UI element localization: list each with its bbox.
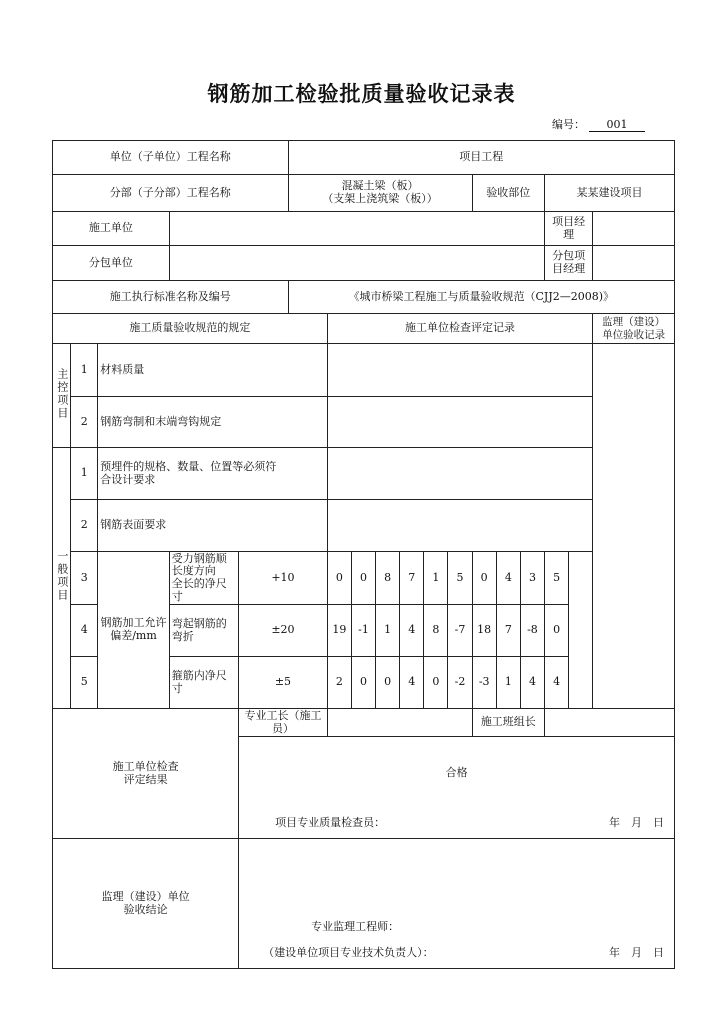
tolerance-row-3-item-line2: 全长的净尺寸 <box>171 577 227 603</box>
measure-cell[interactable]: 4 <box>400 657 424 709</box>
measure-cell[interactable]: 1 <box>376 605 400 657</box>
team-leader-value[interactable] <box>545 709 675 737</box>
general-item-1-line2: 合设计要求 <box>100 472 156 486</box>
main-item-1-text: 材料质量 <box>98 344 327 397</box>
measure-cell[interactable]: 0 <box>472 552 496 605</box>
measure-cell[interactable]: -3 <box>472 657 496 709</box>
subdivision-value-line2: （支架上浇筑梁（板）） <box>322 192 438 205</box>
general-item-2-record[interactable] <box>327 500 593 552</box>
main-item-2-no: 2 <box>71 397 98 448</box>
supervisor-date-label: 年 月 日 <box>609 946 664 959</box>
measure-cell[interactable]: 4 <box>496 552 520 605</box>
sub-project-manager-value[interactable] <box>593 246 675 281</box>
supervisor-result-label <box>53 839 239 969</box>
main-item-1-no: 1 <box>71 344 98 397</box>
supervisor-record-cell[interactable] <box>593 344 675 709</box>
project-manager-label: 项目经理 <box>545 212 593 246</box>
subdivision-label: 分部（子分部）工程名称 <box>53 175 289 212</box>
tolerance-row-4-limit: ±20 <box>239 605 328 657</box>
team-leader-label: 施工班组长 <box>472 709 544 737</box>
general-item-1-no: 1 <box>71 448 98 500</box>
measure-cell[interactable]: 0 <box>424 657 448 709</box>
measure-cell[interactable]: -1 <box>351 605 375 657</box>
general-item-1-line1: 预埋件的规格、数量、位置等必须符 <box>100 459 277 473</box>
measure-cell[interactable]: 8 <box>376 552 400 605</box>
measure-cell[interactable]: 0 <box>351 552 375 605</box>
owner-technical-lead-label: （建设单位项目专业技术负责人）： <box>263 946 434 959</box>
unit-value[interactable]: 项目工程 <box>288 141 674 175</box>
tolerance-row-4-item: 弯起钢筋的弯折 <box>169 605 238 657</box>
contractor-date-label: 年 月 日 <box>609 816 664 829</box>
sub-project-manager-label: 分包项目经理 <box>545 246 593 281</box>
inspection-form-table <box>52 140 675 969</box>
general-item-1-record[interactable] <box>327 448 593 500</box>
supervisor-header-line2: 单位验收记录 <box>602 328 666 341</box>
measure-cell[interactable]: 5 <box>448 552 472 605</box>
foreman-label: 专业工长（施工员） <box>239 709 328 737</box>
foreman-value[interactable] <box>327 709 472 737</box>
check-column-header: 施工单位检查评定记录 <box>327 314 593 344</box>
contractor-result-area[interactable] <box>239 737 675 839</box>
contractor-result-label-line2: 评定结果 <box>123 772 168 786</box>
measure-cell[interactable]: 0 <box>327 552 351 605</box>
supervisor-result-label-line2: 验收结论 <box>123 902 168 916</box>
tolerance-label-line2: 偏差/mm <box>110 629 157 642</box>
inspection-part-label: 验收部位 <box>472 175 544 212</box>
subcontractor-label: 分包单位 <box>53 246 170 281</box>
tolerance-label-line1: 钢筋加工允许 <box>100 616 167 630</box>
general-item-2-no: 2 <box>71 500 98 552</box>
measure-cell[interactable]: 0 <box>351 657 375 709</box>
serial-number <box>552 116 645 132</box>
quality-inspector-label: 项目专业质量检查员： <box>275 816 386 829</box>
spec-column-header: 施工质量验收规范的规定 <box>53 314 328 344</box>
subcontractor-value[interactable] <box>169 246 544 281</box>
tolerance-row-5-no: 5 <box>71 657 98 709</box>
supervisor-result-label-line1: 监理（建设）单位 <box>101 889 190 903</box>
measure-cell[interactable]: 7 <box>400 552 424 605</box>
measure-cell[interactable]: 0 <box>376 657 400 709</box>
contractor-value[interactable] <box>169 212 544 246</box>
main-items-group-label <box>53 344 71 448</box>
measure-cell[interactable]: 7 <box>496 605 520 657</box>
tolerance-row-3-limit: +10 <box>239 552 328 605</box>
general-items-group-text: 一般项目 <box>55 550 69 603</box>
general-item-1-text <box>98 448 327 500</box>
measure-cell[interactable]: 1 <box>424 552 448 605</box>
serial-label: 编号： <box>552 118 585 131</box>
contractor-result-box <box>239 737 674 837</box>
subdivision-value-line1: 混凝土梁（板） <box>341 179 419 193</box>
measure-cell[interactable]: 3 <box>520 552 544 605</box>
measure-cell[interactable]: -2 <box>448 657 472 709</box>
contractor-result-text: 合格 <box>445 766 468 779</box>
measure-cell[interactable]: -8 <box>520 605 544 657</box>
measure-cell[interactable]: 5 <box>545 552 569 605</box>
measure-cell[interactable]: 4 <box>545 657 569 709</box>
supervisor-column-header <box>593 314 675 344</box>
supervisor-result-box <box>239 839 674 967</box>
measure-cell[interactable]: 4 <box>400 605 424 657</box>
supervising-engineer-label: 专业监理工程师： <box>311 920 400 933</box>
standard-value[interactable]: 《城市桥梁工程施工与质量验收规范（CJJ2—2008)》 <box>288 281 674 314</box>
main-item-1-record[interactable] <box>327 344 593 397</box>
supervisor-header-line1: 监理（建设） <box>602 316 666 329</box>
serial-value[interactable]: 001 <box>589 118 645 132</box>
tolerance-row-3-no: 3 <box>71 552 98 605</box>
contractor-result-label-line1: 施工单位检查 <box>112 759 179 773</box>
general-item-2-text: 钢筋表面要求 <box>98 500 327 552</box>
measure-cell[interactable]: 19 <box>327 605 351 657</box>
measure-cell[interactable]: 8 <box>424 605 448 657</box>
tolerance-row-3-item <box>169 552 238 605</box>
measure-cell[interactable]: 18 <box>472 605 496 657</box>
supervisor-result-area[interactable] <box>239 839 675 969</box>
unit-label: 单位（子单位）工程名称 <box>53 141 289 175</box>
measure-cell[interactable]: 0 <box>545 605 569 657</box>
main-item-2-record[interactable] <box>327 397 593 448</box>
measure-cell[interactable]: 1 <box>496 657 520 709</box>
tolerance-row-3-item-line1: 受力钢筋顺长度方向 <box>171 551 227 578</box>
contractor-label: 施工单位 <box>53 212 170 246</box>
subdivision-value[interactable] <box>288 175 472 212</box>
contractor-result-label <box>53 709 239 839</box>
tolerance-row-5-item: 箍筋内净尺寸 <box>169 657 238 709</box>
standard-label: 施工执行标准名称及编号 <box>53 281 289 314</box>
measure-cell[interactable]: -7 <box>448 605 472 657</box>
tolerance-row-4-no: 4 <box>71 605 98 657</box>
inspection-part-value[interactable]: 某某建设项目 <box>545 175 675 212</box>
tolerance-row-5-limit: ±5 <box>239 657 328 709</box>
tolerance-group-label <box>98 552 169 709</box>
form-title: 钢筋加工检验批质量验收记录表 <box>207 82 516 106</box>
measure-cell[interactable]: 2 <box>327 657 351 709</box>
main-item-2-text: 钢筋弯制和末端弯钩规定 <box>98 397 327 448</box>
project-manager-value[interactable] <box>593 212 675 246</box>
main-items-group-text: 主控项目 <box>55 367 69 420</box>
general-items-group-label <box>53 448 71 709</box>
measure-cell[interactable]: 4 <box>520 657 544 709</box>
